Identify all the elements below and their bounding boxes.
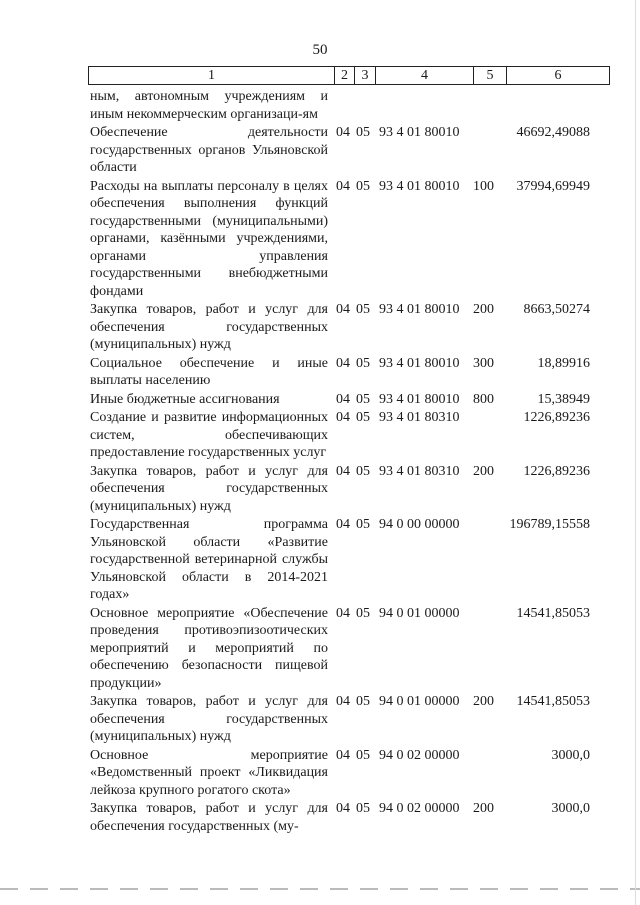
page-number: 50 bbox=[312, 42, 328, 58]
row-target-code: 93 4 01 80010 bbox=[379, 125, 460, 140]
row-description: Основное мероприятие «Обеспечение проведения противоэпизоотических мероприятий и мероприятий по обеспечению безопасности пищевой продукции» bbox=[90, 605, 328, 691]
row-subsection: 05 bbox=[356, 125, 370, 140]
row-target-code: 93 4 01 80010 bbox=[379, 355, 460, 371]
row-expense-type bbox=[473, 88, 505, 123]
row-subsection: 05 bbox=[356, 355, 370, 371]
header-col-6: 6 bbox=[506, 67, 609, 84]
row-expense-type: 200 bbox=[473, 463, 494, 479]
row-amount: 37994,69949 bbox=[516, 178, 590, 194]
table-row bbox=[90, 605, 610, 693]
header-col-4: 4 bbox=[375, 67, 473, 84]
row-description: Иные бюджетные ассигнования bbox=[90, 391, 280, 407]
row-subsection: 05 bbox=[356, 694, 370, 709]
row-expense-type bbox=[473, 409, 505, 462]
header-col-3: 3 bbox=[354, 67, 375, 84]
row-expense-type bbox=[473, 516, 505, 604]
row-subsection: 05 bbox=[356, 517, 370, 532]
row-amount: 1226,89236 bbox=[523, 463, 590, 479]
scan-artifact-line bbox=[0, 888, 640, 890]
row-target-code: 94 0 02 00000 bbox=[379, 801, 460, 816]
row-subsection: 05 bbox=[356, 391, 370, 407]
row-amount: 8663,50274 bbox=[523, 302, 590, 317]
row-description: ным, автономным учреждениям и иным некоммерческим организаци-ям bbox=[90, 89, 328, 122]
row-subsection: 05 bbox=[356, 747, 370, 763]
row-description: Основное мероприятие «Ведомственный проект «Ликвидация лейкоза крупного рогатого скота» bbox=[90, 747, 328, 798]
row-expense-type: 200 bbox=[473, 302, 494, 317]
row-subsection bbox=[356, 88, 376, 123]
row-expense-type: 200 bbox=[473, 694, 494, 709]
row-section: 04 bbox=[336, 801, 350, 816]
row-amount: 196789,15558 bbox=[509, 517, 590, 532]
row-section: 04 bbox=[336, 747, 350, 763]
row-description: Расходы на выплаты персоналу в целях обеспечения выполнения функций государственными (муниципальными) органами, казёнными учреждениями, органами управления государственными внебюджетными фондами bbox=[90, 178, 328, 299]
table-row bbox=[90, 391, 610, 409]
row-amount: 3000,0 bbox=[551, 747, 590, 763]
table-row bbox=[90, 301, 610, 354]
page-edge bbox=[635, 0, 636, 905]
row-description: Государственная программа Ульяновской области «Развитие государственной ветеринарной службы Ульяновской области в 2014-2021 годах» bbox=[90, 517, 328, 602]
table-row bbox=[90, 355, 610, 390]
row-amount: 18,89916 bbox=[537, 355, 590, 371]
row-section: 04 bbox=[336, 410, 350, 425]
row-amount bbox=[505, 88, 610, 123]
row-target-code: 94 0 01 00000 bbox=[379, 694, 460, 709]
table-row bbox=[90, 463, 610, 516]
row-target-code: 94 0 01 00000 bbox=[379, 605, 460, 621]
row-subsection: 05 bbox=[356, 302, 370, 317]
row-subsection: 05 bbox=[356, 410, 370, 425]
row-description: Закупка товаров, работ и услуг для обеспечения государственных (муниципальных) нужд bbox=[90, 694, 328, 744]
row-target-code bbox=[379, 88, 469, 123]
row-amount: 1226,89236 bbox=[523, 410, 590, 425]
row-amount: 3000,0 bbox=[551, 801, 590, 816]
table-row bbox=[90, 88, 610, 123]
row-description: Социальное обеспечение и иные выплаты населению bbox=[90, 355, 328, 388]
row-target-code: 93 4 01 80010 bbox=[379, 302, 460, 317]
budget-table-body bbox=[90, 88, 610, 836]
header-col-5: 5 bbox=[473, 67, 506, 84]
table-row bbox=[90, 409, 610, 462]
row-target-code: 93 4 01 80310 bbox=[379, 463, 460, 479]
row-expense-type bbox=[473, 124, 505, 177]
row-amount: 14541,85053 bbox=[516, 694, 590, 709]
row-expense-type bbox=[473, 747, 505, 800]
row-description: Закупка товаров, работ и услуг для обеспечения государственных (му- bbox=[90, 801, 328, 834]
row-expense-type: 300 bbox=[473, 355, 494, 371]
row-section: 04 bbox=[336, 355, 350, 371]
table-row bbox=[90, 124, 610, 177]
row-subsection: 05 bbox=[356, 463, 370, 479]
row-section: 04 bbox=[336, 302, 350, 317]
row-description: Обеспечение деятельности государственных органов Ульяновской области bbox=[90, 125, 328, 175]
row-section: 04 bbox=[336, 605, 350, 621]
row-expense-type: 100 bbox=[473, 178, 494, 194]
row-expense-type bbox=[473, 605, 505, 693]
row-description: Закупка товаров, работ и услуг для обеспечения государственных (муниципальных) нужд bbox=[90, 463, 328, 514]
row-amount: 14541,85053 bbox=[516, 605, 590, 621]
row-subsection: 05 bbox=[356, 605, 370, 621]
row-subsection: 05 bbox=[356, 178, 370, 194]
row-expense-type: 800 bbox=[473, 391, 494, 407]
table-row bbox=[90, 516, 610, 604]
row-section: 04 bbox=[336, 517, 350, 532]
row-amount: 15,38949 bbox=[537, 391, 590, 407]
row-target-code: 93 4 01 80010 bbox=[379, 391, 460, 407]
row-amount: 46692,49088 bbox=[516, 125, 590, 140]
table-row bbox=[90, 178, 610, 301]
row-section: 04 bbox=[336, 694, 350, 709]
row-section: 04 bbox=[336, 463, 350, 479]
row-section: 04 bbox=[336, 391, 350, 407]
table-row bbox=[90, 747, 610, 800]
table-header bbox=[88, 66, 610, 85]
row-target-code: 94 0 00 00000 bbox=[379, 517, 460, 532]
header-col-1: 1 bbox=[208, 68, 215, 83]
row-section bbox=[336, 88, 356, 123]
table-row bbox=[90, 800, 610, 835]
row-target-code: 93 4 01 80010 bbox=[379, 178, 460, 194]
row-description: Создание и развитие информационных систем, обеспечивающих предоставление государственных услуг bbox=[90, 410, 328, 460]
header-col-2: 2 bbox=[334, 67, 354, 84]
row-expense-type: 200 bbox=[473, 801, 494, 816]
table-row bbox=[90, 693, 610, 746]
row-target-code: 93 4 01 80310 bbox=[379, 410, 460, 425]
row-section: 04 bbox=[336, 178, 350, 194]
row-subsection: 05 bbox=[356, 801, 370, 816]
row-target-code: 94 0 02 00000 bbox=[379, 747, 460, 763]
row-description: Закупка товаров, работ и услуг для обеспечения государственных (муниципальных) нужд bbox=[90, 302, 328, 352]
row-section: 04 bbox=[336, 125, 350, 140]
